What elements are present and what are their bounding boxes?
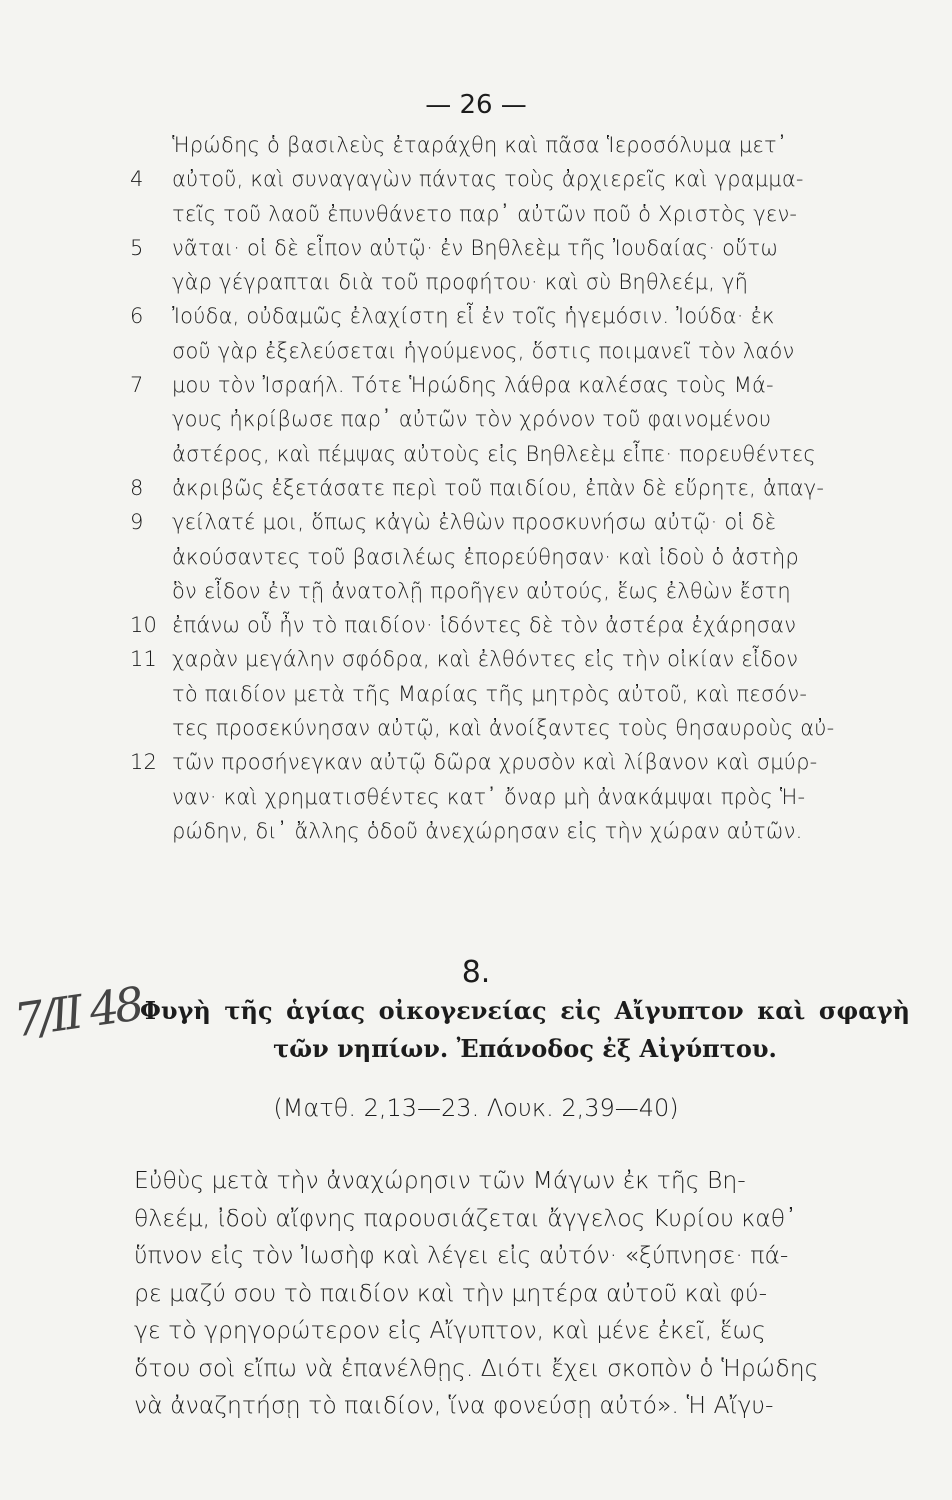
verse-text: γὰρ γέγραπται διὰ τοῦ προφήτου· καὶ σὺ Βηθλεέμ, γῆ <box>172 270 749 295</box>
verse-text: ρώδην, δι᾽ ἄλλης ὁδοῦ ἀνεχώρησαν εἰς τὴν χώραν αὐτῶν. <box>172 818 803 843</box>
verse-text: τὸ παιδίον μετὰ τῆς Μαρίας τῆς μητρὸς αὐτοῦ, καὶ πεσόν- <box>172 681 808 706</box>
paragraph-line: νὰ ἀναζητήσῃ τὸ παιδίον, ἵνα φονεύσῃ αὐτό». Ἡ Αἴγυ- <box>134 1391 774 1419</box>
verse-line <box>130 780 910 814</box>
verse-line <box>130 402 910 436</box>
verse-text: τεῖς τοῦ λαοῦ ἐπυνθάνετο παρ᾽ αὐτῶν ποῦ ὁ Χριστὸς γεν- <box>172 201 798 226</box>
verse-line <box>130 162 910 196</box>
verse-line <box>130 505 910 539</box>
verse-line <box>130 128 910 162</box>
body-paragraph <box>134 1162 914 1425</box>
verse-text: ἀκριβῶς ἐξετάσατε περὶ τοῦ παιδίου, ἐπὰν δὲ εὕρητε, ἀπαγ- <box>172 475 825 500</box>
verse-number: 9 <box>130 510 144 535</box>
verse-text: νᾶται· οἱ δὲ εἶπον αὐτῷ· ἐν Βηθλεὲμ τῆς Ἰουδαίας· οὕτω <box>172 235 779 260</box>
verse-text: τες προσεκύνησαν αὐτῷ, καὶ ἀνοίξαντες τοὺς θησαυροὺς αὐ- <box>172 716 835 741</box>
section-number: 8. <box>461 955 491 990</box>
verse-text: ναν· καὶ χρηματισθέντες κατ᾽ ὄναρ μὴ ἀνακάμψαι πρὸς Ἡ- <box>172 784 806 809</box>
verse-line <box>130 197 910 231</box>
verse-text: ἐπάνω οὗ ἦν τὸ παιδίον· ἰδόντες δὲ τὸν ἀστέρα ἐχάρησαν <box>172 613 797 638</box>
paragraph-line: ὕπνον εἰς τὸν Ἰωσὴφ καὶ λέγει εἰς αὐτόν· «ξύπνησε· πά- <box>134 1241 789 1269</box>
verse-number: 8 <box>130 475 144 500</box>
verse-text: γους ἠκρίβωσε παρ᾽ αὐτῶν τὸν χρόνον τοῦ φαινομένου <box>172 407 772 432</box>
verse-line <box>130 574 910 608</box>
verse-line <box>130 437 910 471</box>
verse-text: ὃν εἶδον ἐν τῇ ἀνατολῇ προῆγεν αὐτούς, ἕως ἐλθὼν ἔστη <box>172 578 791 603</box>
paragraph-line: ρε μαζύ σου τὸ παιδίον καὶ τὴν μητέρα αὐτοῦ καὶ φύ- <box>134 1278 768 1307</box>
paragraph-line: Εὐθὺς μετὰ τὴν ἀναχώρησιν τῶν Μάγων ἐκ τῆς Βη- <box>134 1166 746 1194</box>
verse-line <box>130 231 910 265</box>
verse-number: 5 <box>130 235 144 260</box>
verse-text: τῶν προσήνεγκαν αὐτῷ δῶρα χρυσὸν καὶ λίβανον καὶ σμύρ- <box>172 750 818 775</box>
scripture-reference: (Ματθ. 2,13—23. Λουκ. 2,39—40) <box>273 1094 679 1122</box>
verse-line <box>130 745 910 779</box>
verse-number: 7 <box>130 373 144 398</box>
section-title-line: τῶν νηπίων. Ἐπάνοδος ἐξ Αἰγύπτου. <box>273 1034 777 1063</box>
section-title <box>140 992 910 1068</box>
section-title-line: Φυγὴ τῆς ἁγίας οἰκογενείας εἰς Αἴγυπτον καὶ σφαγὴ <box>140 996 910 1025</box>
paragraph-line: γε τὸ γρηγορώτερον εἰς Αἴγυπτον, καὶ μένε ἐκεῖ, ἕως <box>134 1316 766 1344</box>
verse-number: 10 <box>130 613 158 638</box>
verse-text: χαρὰν μεγάλην σφόδρα, καὶ ἐλθόντες εἰς τὴν οἰκίαν εἶδον <box>172 647 799 672</box>
verse-line <box>130 368 910 402</box>
verse-line <box>130 471 910 505</box>
verse-number: 4 <box>130 167 144 192</box>
verse-text: γείλατέ μοι, ὅπως κἀγὼ ἐλθὼν προσκυνήσω αὐτῷ· οἱ δὲ <box>172 510 777 535</box>
verse-text: μου τὸν Ἰσραήλ. Τότε Ἡρώδης λάθρα καλέσας τοὺς Μά- <box>172 373 774 398</box>
verse-text: σοῦ γὰρ ἐξελεύσεται ἡγούμενος, ὅστις ποιμανεῖ τὸν λαόν <box>172 338 795 363</box>
verse-line <box>130 540 910 574</box>
verse-text: ἀστέρος, καὶ πέμψας αὐτοὺς εἰς Βηθλεὲμ εἶπε· πορευθέντες <box>172 441 816 466</box>
page-number: — 26 — <box>425 90 527 120</box>
verse-line <box>130 711 910 745</box>
verse-text: αὐτοῦ, καὶ συναγαγὼν πάντας τοὺς ἀρχιερεῖς καὶ γραμμα- <box>172 167 804 192</box>
verse-text: Ἰούδα, οὐδαμῶς ἐλαχίστη εἶ ἐν τοῖς ἡγεμόσιν. Ἰούδα· ἐκ <box>172 304 775 329</box>
verse-line <box>130 608 910 642</box>
verse-text: Ἡρώδης ὁ βασιλεὺς ἐταράχθη καὶ πᾶσα Ἱεροσόλυμα μετ᾽ <box>172 133 788 157</box>
verse-line <box>130 642 910 676</box>
verse-number: 12 <box>130 750 158 775</box>
verse-number: 11 <box>130 647 158 672</box>
verse-block <box>130 128 910 848</box>
verse-line <box>130 334 910 368</box>
verse-number: 6 <box>130 304 144 329</box>
verse-line <box>130 299 910 333</box>
verse-line <box>130 265 910 299</box>
verse-line <box>130 677 910 711</box>
paragraph-line: ὅτου σοὶ εἴπω νὰ ἐπανέλθῃς. Διότι ἔχει σκοπὸν ὁ Ἡρώδης <box>134 1353 819 1382</box>
paragraph-line: θλεέμ, ἰδοὺ αἴφνης παρουσιάζεται ἄγγελος Κυρίου καθ᾽ <box>134 1203 797 1232</box>
verse-text: ἀκούσαντες τοῦ βασιλέως ἐπορεύθησαν· καὶ ἰδοὺ ὁ ἀστὴρ <box>172 544 799 569</box>
handwritten-date-note: 7/II 48 <box>10 976 144 1048</box>
verse-line <box>130 814 910 848</box>
